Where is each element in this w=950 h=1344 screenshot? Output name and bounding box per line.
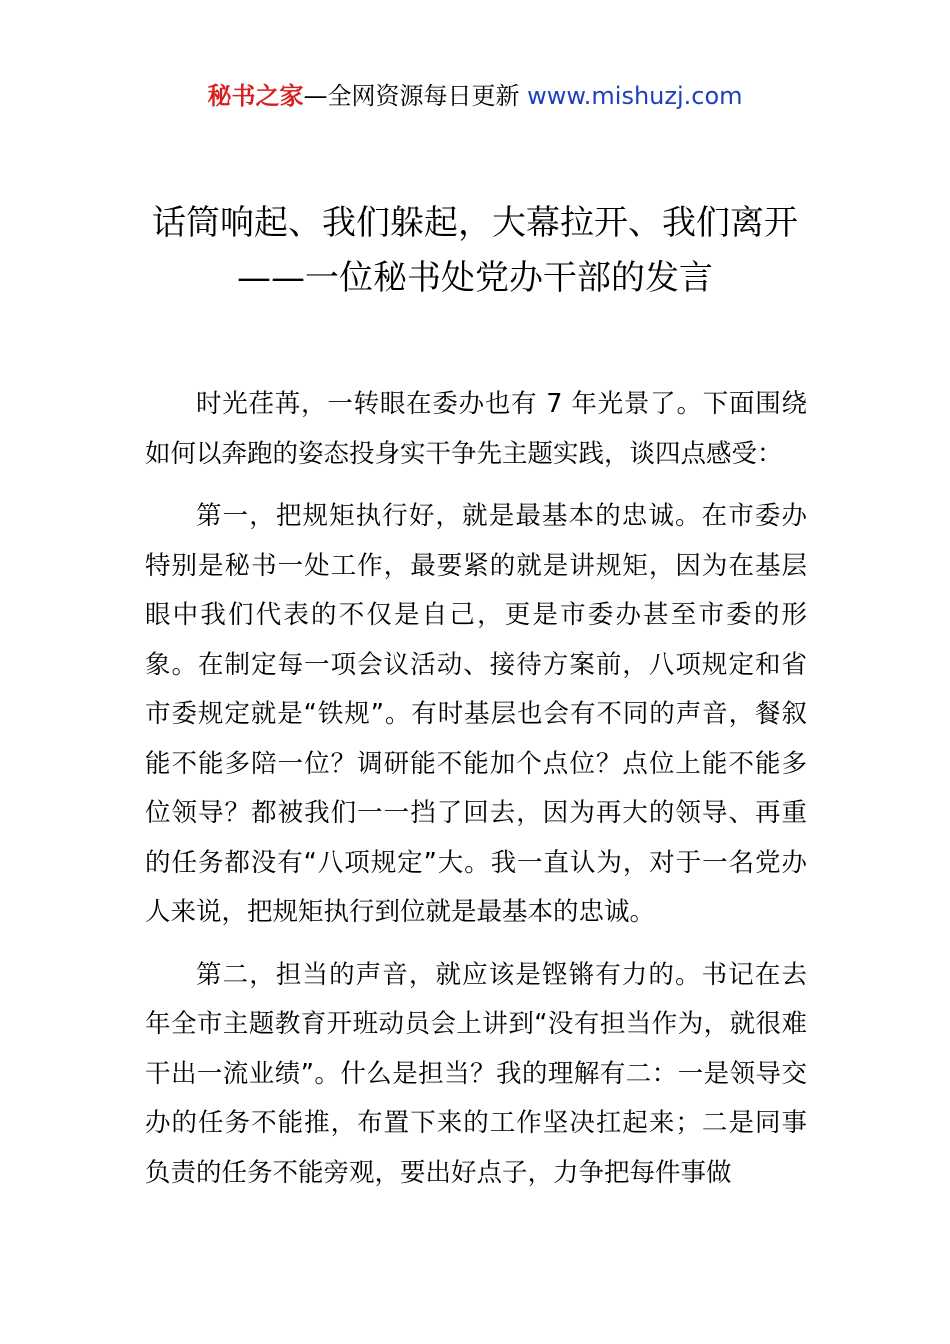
site-brand: 秘书之家 — [207, 82, 304, 110]
site-tagline: —全网资源每日更新 — [303, 82, 528, 110]
body-paragraph: 第二，担当的声音，就应该是铿锵有力的。书记在去年全市主题教育开班动员会上讲到“没有担当作为，就很难干出一流业绩”。什么是担当？我的理解有二：一是领导交办的任务不能推，布置下来的工作坚决扛起来；二是同事负责的任务不能旁观，要出好点子，力争把每件事做 — [145, 959, 807, 1188]
document-title: 话筒响起、我们躲起，大幕拉开、我们离开——一位秘书处党办干部的发言 — [152, 203, 798, 298]
body-paragraph: 时光荏苒，一转眼在委办也有 7 年光景了。下面围绕如何以奔跑的姿态投身实干争先主题实践，谈四点感受： — [145, 389, 807, 469]
site-url-link[interactable]: www.mishuzj.com — [527, 82, 743, 110]
document-body — [145, 380, 807, 1211]
body-paragraph: 第一，把规矩执行好，就是最基本的忠诚。在市委办特别是秘书一处工作，最要紧的就是讲规矩，因为在基层眼中我们代表的不仅是自己，更是市委办甚至市委的形象。在制定每一项会议活动、接待方案前，八项规定和省市委规定就是“铁规”。有时基层也会有不同的声音，餐叙能不能多陪一位？调研能不能加个点位？点位上能不能多位领导？都被我们一一挡了回去，因为再大的领导、再重的任务都没有“八项规定”大。我一直认为，对于一名党办人来说，把规矩执行到位就是最基本的忠诚。 — [145, 501, 807, 927]
site-header — [0, 80, 950, 112]
